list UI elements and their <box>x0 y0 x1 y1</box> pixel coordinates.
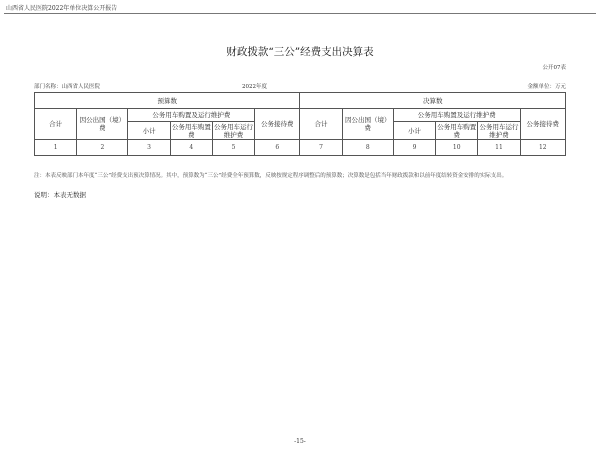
column-index: 8 <box>342 140 393 156</box>
money-unit: 金额单位：万元 <box>527 84 566 90</box>
column-index: 1 <box>35 140 77 156</box>
budget-vehicle-group-header: 公务用车购置及运行维护费 <box>128 109 255 122</box>
column-index: 12 <box>520 140 565 156</box>
column-index: 4 <box>170 140 212 156</box>
final-group-header: 决算数 <box>300 93 566 109</box>
column-index: 7 <box>300 140 342 156</box>
budget-subtotal-header: 小计 <box>128 122 170 140</box>
budget-total-header: 合计 <box>35 109 77 140</box>
column-index: 6 <box>255 140 300 156</box>
budget-group-header: 预算数 <box>35 93 300 109</box>
column-index: 3 <box>128 140 170 156</box>
budget-abroad-header: 因公出国（境）费 <box>77 109 128 140</box>
final-vehicle-operation-header: 公务用车运行维护费 <box>479 122 519 139</box>
budget-vehicle-operation-header: 公务用车运行维护费 <box>214 122 254 139</box>
column-index: 5 <box>212 140 254 156</box>
column-index: 2 <box>77 140 128 156</box>
table-explanation: 说明：本表无数据 <box>34 191 86 199</box>
budget-reception-header: 公务接待费 <box>255 109 300 140</box>
header-divider <box>4 13 596 14</box>
budget-vehicle-purchase-header: 公务用车购置费 <box>171 122 211 139</box>
final-total-header: 合计 <box>300 109 342 140</box>
department-name: 部门名称：山西省人民医院 <box>34 84 101 90</box>
page-number: -15- <box>294 438 306 445</box>
final-abroad-header: 因公出国（境）费 <box>342 109 393 140</box>
three-public-expenses-table <box>34 92 566 156</box>
column-index: 11 <box>478 140 520 156</box>
column-index: 9 <box>393 140 435 156</box>
page-title: 财政拨款“三公”经费支出决算表 <box>226 46 374 58</box>
final-subtotal-header: 小计 <box>393 122 435 140</box>
final-vehicle-purchase-header: 公务用车购置费 <box>437 122 477 139</box>
fiscal-year: 2022年度 <box>242 84 267 90</box>
final-reception-header: 公务接待费 <box>520 109 565 140</box>
page-header: 山西省人民医院2022年单位决算公开报告 <box>6 5 118 12</box>
table-note: 注：本表反映部门本年度“三公”经费支出预决算情况。其中，预算数为“三公”经费全年预算数，反映按规定程序调整后的预算数；决算数是包括当年财政拨款和以前年度结转资金安排的实际支出。 <box>34 173 508 179</box>
final-vehicle-group-header: 公务用车购置及运行维护费 <box>393 109 520 122</box>
column-index: 10 <box>436 140 478 156</box>
form-number: 公开07表 <box>542 65 566 71</box>
